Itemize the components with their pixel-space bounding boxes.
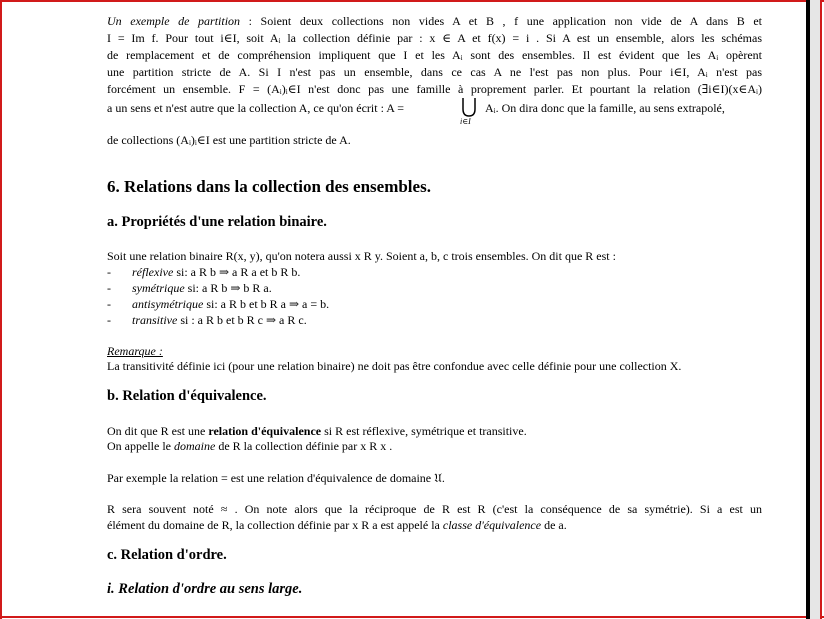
bullet-term: transitive <box>132 313 178 327</box>
equivalence-term: relation d'équivalence <box>208 424 322 438</box>
domain-definition <box>107 438 762 454</box>
remark-label-text: Remarque : <box>107 344 163 358</box>
bullet-term: symétrique <box>132 281 185 295</box>
partition-line-6b: Aᵢ. On dira donc que la famille, au sens extrapolé, <box>485 101 725 115</box>
bullet-dash: - <box>107 265 111 279</box>
text-span: si R est réflexive, symétrique et transitive. <box>321 424 527 438</box>
bullet-rest: si: a R b ⇒ a R a et b R b. <box>173 265 301 279</box>
partition-line-4: une partition stricte de A. Si I n'est pas un ensemble, dans ce cas A ne l'est pas non plus. Pour i∈I, Aᵢ n'est pas <box>107 65 762 79</box>
text-span: de a. <box>541 518 567 532</box>
union-index: i∈I <box>460 117 471 126</box>
bullet-transitive <box>132 312 307 328</box>
equivalence-class-term: classe d'équivalence <box>442 518 542 532</box>
bullet-rest: si: a R b ⇒ b R a. <box>184 281 272 295</box>
bullet-dash: - <box>107 313 111 327</box>
partition-label: Un exemple de partition <box>107 14 241 28</box>
notation-line-1: R sera souvent noté ≈ . On note alors que la réciproque de R est R (c'est la conséquence de sa symétrie). Si a est un <box>107 502 762 516</box>
bullet-dash: - <box>107 297 111 311</box>
text-span: On dit que R est une <box>107 424 209 438</box>
bullet-dash: - <box>107 281 111 295</box>
text-span: élément du domaine de R, la collection définie par x R a est appelé la <box>107 518 443 532</box>
notation-line-2 <box>107 517 762 533</box>
bullet-reflexive <box>132 264 300 280</box>
partition-line-6a: a un sens et n'est autre que la collection A, ce qu'on écrit : A = <box>107 101 405 115</box>
union-symbol-icon <box>460 97 478 117</box>
partition-line-1 <box>107 13 762 29</box>
partition-line-7: de collections (Aᵢ)ᵢ∈I est une partition stricte de A. <box>107 133 351 147</box>
bullet-antisymmetric <box>132 296 329 312</box>
bullet-rest: si : a R b et b R c ⇒ a R c. <box>177 313 307 327</box>
domain-term: domaine <box>173 439 216 453</box>
subsection-c-title: c. Relation d'ordre. <box>107 547 227 563</box>
example-equality: Par exemple la relation = est une relation d'équivalence de domaine 𝔘. <box>107 471 445 485</box>
remark-text: La transitivité définie ici (pour une relation binaire) ne doit pas être confondue avec celle définie pour une collection X. <box>107 359 682 373</box>
text-span: de R la collection définie par x R x . <box>215 439 393 453</box>
bullet-term: réflexive <box>132 265 174 279</box>
relations-intro: Soit une relation binaire R(x, y), qu'on notera aussi x R y. Soient a, b, c trois ensembles. On dit que R est : <box>107 249 616 263</box>
text-span: On appelle le <box>107 439 174 453</box>
bullet-term: antisymétrique <box>132 297 204 311</box>
remark-label <box>107 343 762 359</box>
bullet-rest: si: a R b et b R a ⇒ a = b. <box>203 297 330 311</box>
partition-line-1-text: : Soient deux collections non vides A et B , f une application non vide de A dans B et <box>240 14 762 28</box>
bullet-symmetric <box>132 280 272 296</box>
subsection-a-title: a. Propriétés d'une relation binaire. <box>107 214 327 230</box>
page-shadow <box>810 0 820 619</box>
window-frame-right <box>820 0 822 619</box>
section-6-title: 6. Relations dans la collection des ensembles. <box>107 177 431 196</box>
page-edge <box>806 0 810 619</box>
partition-line-2: I = Im f. Pour tout i∈I, soit Aᵢ la collection définie par : x ∈ A et f(x) = i . Si A est un ensemble, alors les schémas <box>107 31 762 45</box>
partition-line-3: de remplacement et de compréhension impliquent que I et les Aᵢ sont des ensembles. Il est évident que les Aᵢ opèrent <box>107 48 762 62</box>
subsection-i-title: i. Relation d'ordre au sens large. <box>107 581 303 597</box>
partition-line-5: forcément un ensemble. F = (Aᵢ)ᵢ∈I n'est donc pas une famille à proprement parler. Et pourtant la relation (∃i∈I)(x∈Aᵢ) <box>107 82 762 96</box>
subsection-b-title: b. Relation d'équivalence. <box>107 388 267 404</box>
equivalence-definition <box>107 423 762 439</box>
